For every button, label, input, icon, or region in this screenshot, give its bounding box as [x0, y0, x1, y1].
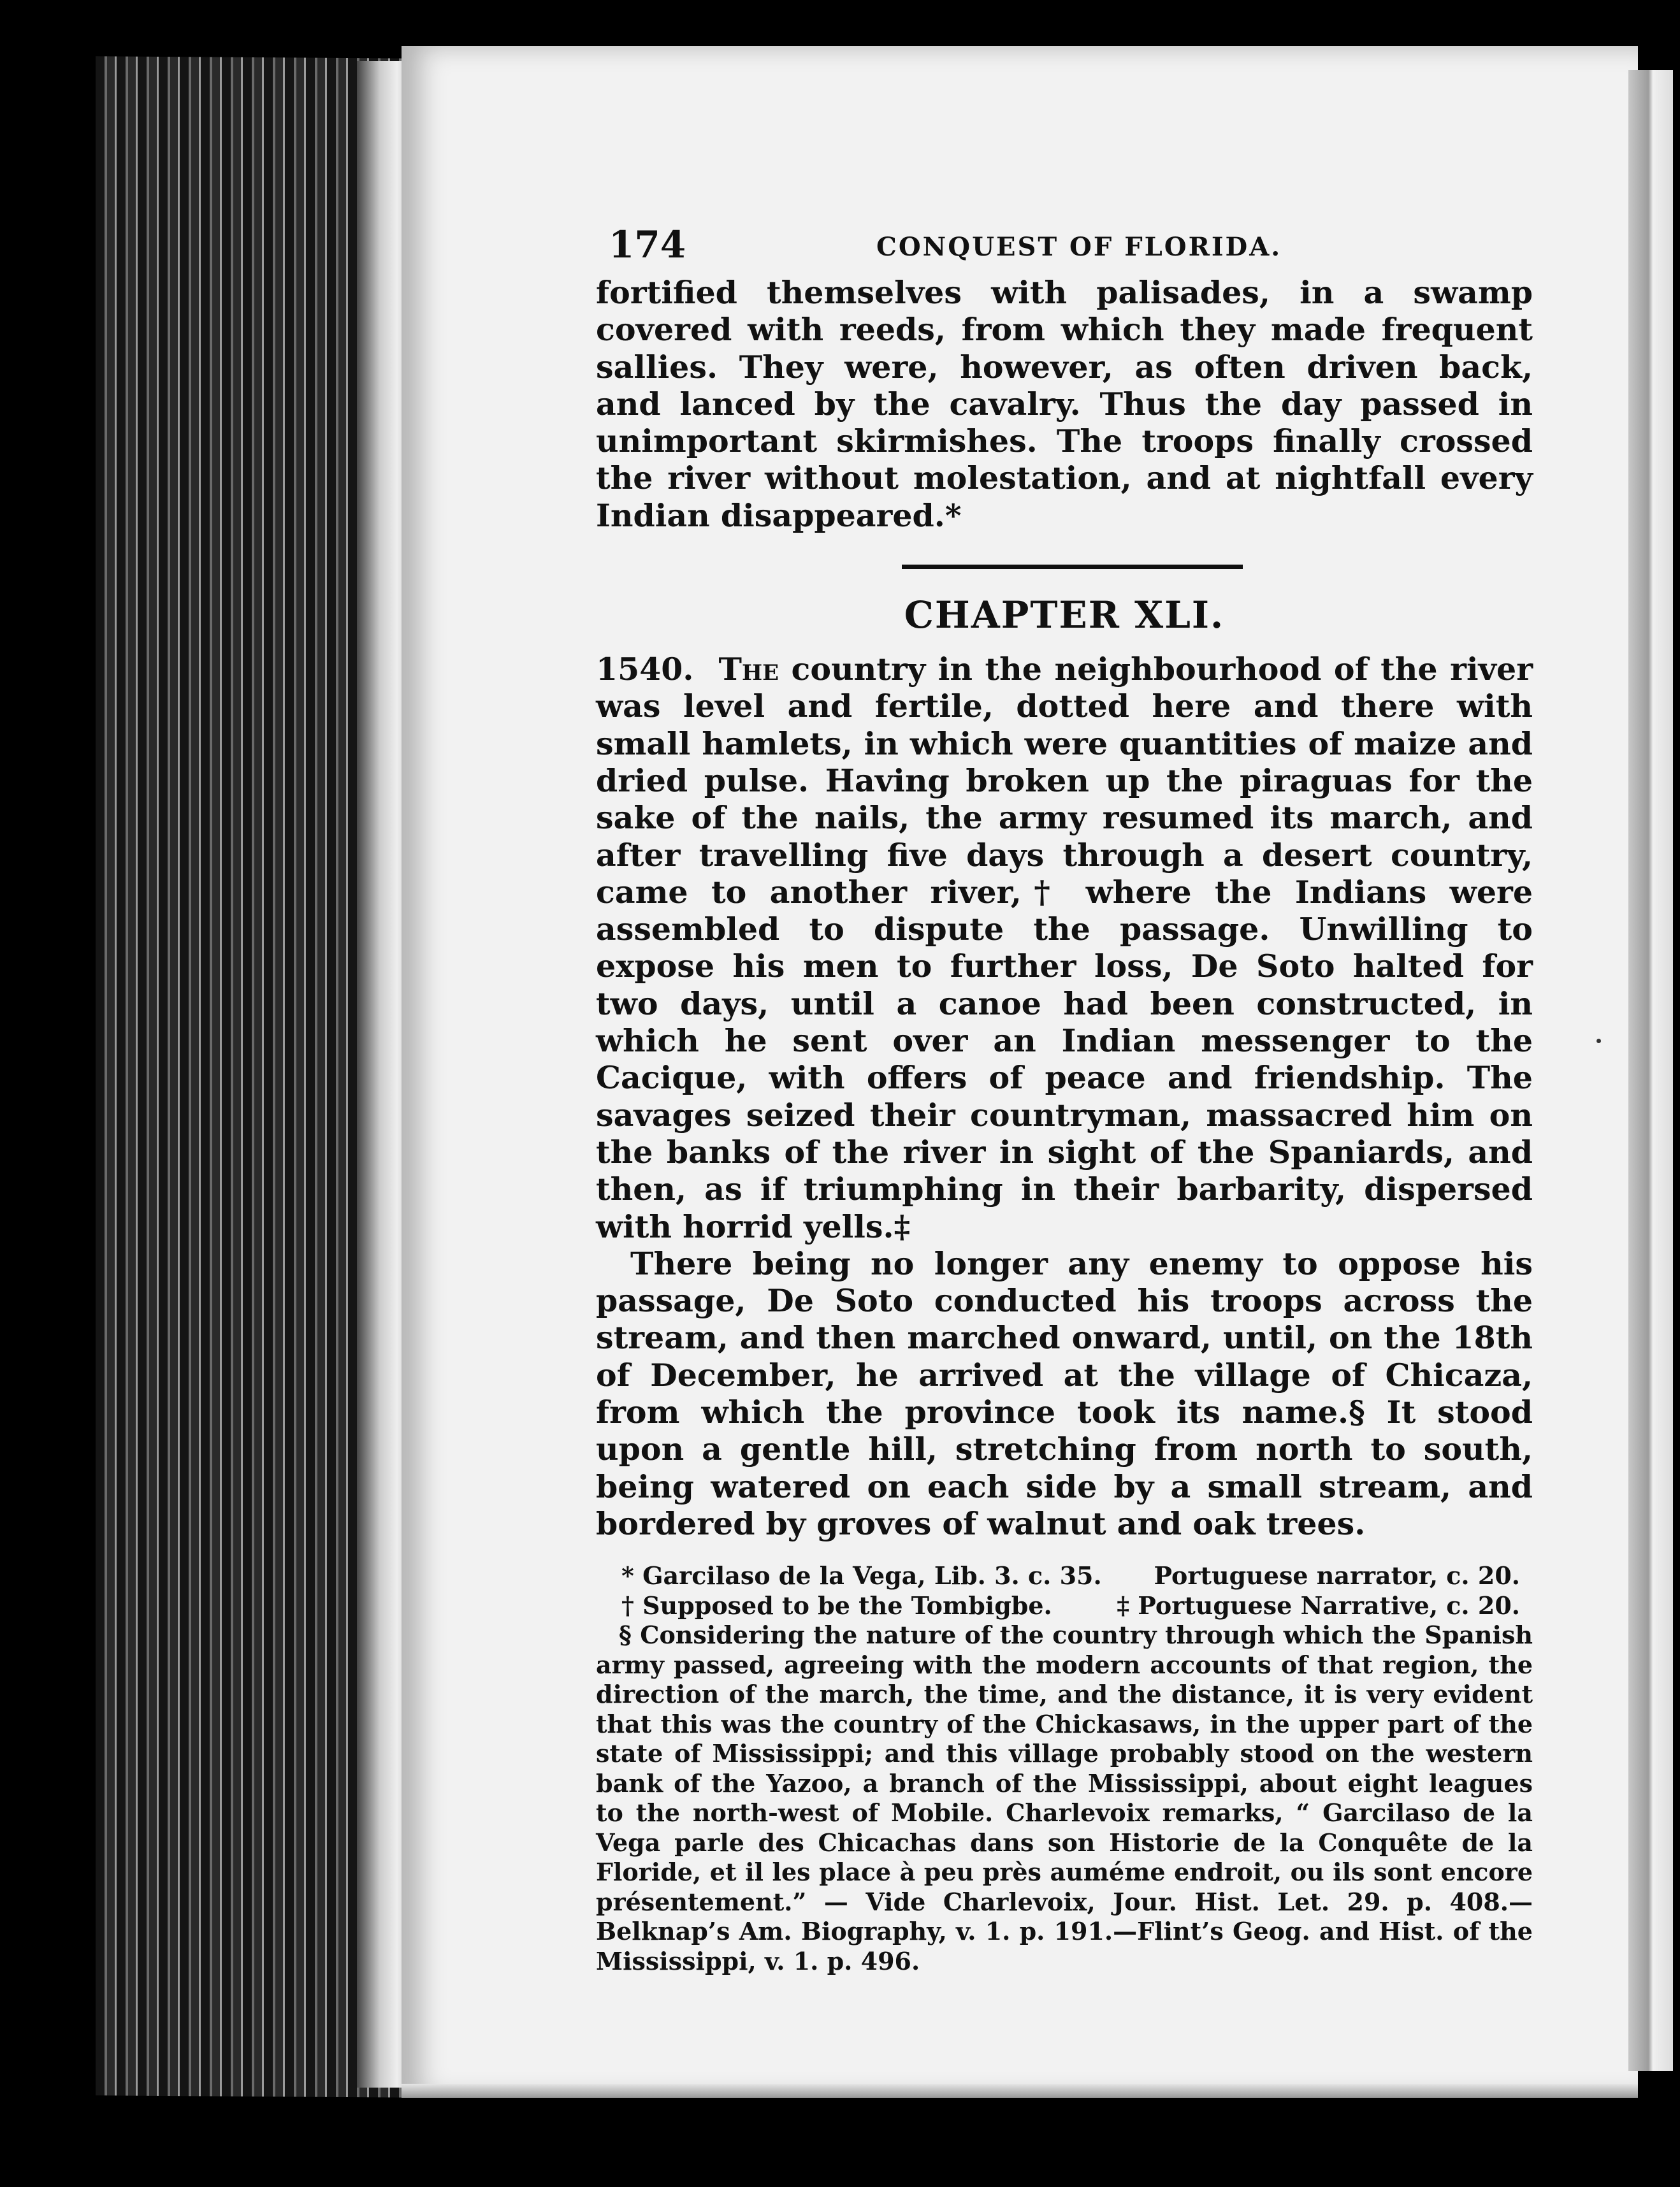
- page-number: 174: [609, 223, 686, 266]
- page-right-edge: [1628, 70, 1673, 2071]
- running-title: CONQUEST OF FLORIDA.: [876, 232, 1282, 262]
- first-word: The: [718, 651, 779, 688]
- footnote-row-2: [596, 1591, 1533, 1621]
- chapter-paragraph-2: There being no longer any enemy to oppose his passage, De Soto conducted his troops across the stream, and then marched onward, until, on the 18th of December, he arrived at the village of Chicaza, from which the province took its name.§ It stood upon a gentle hill, stretching from north to south, being watered on each side by a small stream, and bordered by groves of walnut and oak trees.: [596, 1245, 1533, 1542]
- chapter-heading: CHAPTER XLI.: [904, 593, 1225, 637]
- footnote-1-right: Portuguese narrator, c. 20.: [1154, 1561, 1520, 1591]
- footnotes: [596, 1561, 1533, 1976]
- page-content: [596, 217, 1533, 1976]
- chapter-body: [596, 651, 1533, 1542]
- chapter-paragraph-1: [596, 651, 1533, 1245]
- footnote-row-1: [596, 1561, 1533, 1591]
- footnote-2: † Supposed to be the Tombigbe.: [621, 1591, 1052, 1620]
- footnote-1: * Garcilaso de la Vega, Lib. 3. c. 35.: [621, 1561, 1102, 1591]
- stray-mark: [1597, 1039, 1601, 1043]
- running-head: [596, 217, 1533, 274]
- footnote-4: § Considering the nature of the country through which the Spanish army passed, agreeing with the modern accounts of that region, the direction of the march, the time, and the distance, it is very evident that this was the country of the Chickasaws, in the upper part of the state of Mississippi; and this village probably stood on the western bank of the Yazoo, a branch of the Mississippi, about eight leagues to the north-west of Mobile. Charlevoix remarks, “ Garcilaso de la Vega parle des Chicachas dans son Historie de la Conquête de la Floride, et il les place à peu près auméme endroit, ou ils sont encore présentement.” — Vide Charlevoix, Jour. Hist. Let. 29. p. 408.—Belknap’s Am. Biography, v. 1. p. 191.—Flint’s Geog. and Hist. of the Mississippi, v. 1. p. 496.: [596, 1620, 1533, 1975]
- year-marker: 1540.: [596, 651, 694, 688]
- section-rule: [902, 565, 1243, 569]
- chapter-paragraph-1-text: country in the neighbourhood of the river was level and fertile, dotted here and there with small hamlets, in which were quantities of maize and dried pulse. Having broken up the piraguas for the sake of the nails, the army resumed its march, and after travelling five days through a desert country, came to another river,† where the Indians were assembled to dispute the passage. Unwilling to expose his men to further loss, De Soto halted for two days, until a canoe had been constructed, in which he sent over an Indian messenger to the Cacique, with offers of peace and friendship. The savages seized their countryman, massacred him on the banks of the river in sight of the Spaniards, and then, as if triumphing in their barbarity, dispersed with horrid yells.‡: [596, 651, 1533, 1245]
- footnote-3: ‡ Portuguese Narrative, c. 20.: [1117, 1591, 1520, 1620]
- body-text: [596, 274, 1533, 534]
- page-bottom-edge: [402, 2084, 1638, 2098]
- paragraph-continued: fortified themselves with palisades, in a swamp covered with reeds, from which they made frequent sallies. They were, however, as often driven back, and lanced by the cavalry. Thus the day passed in unimportant skirmishes. The troops finally crossed the river without molestation, and at nightfall every Indian disappeared.*: [596, 274, 1533, 534]
